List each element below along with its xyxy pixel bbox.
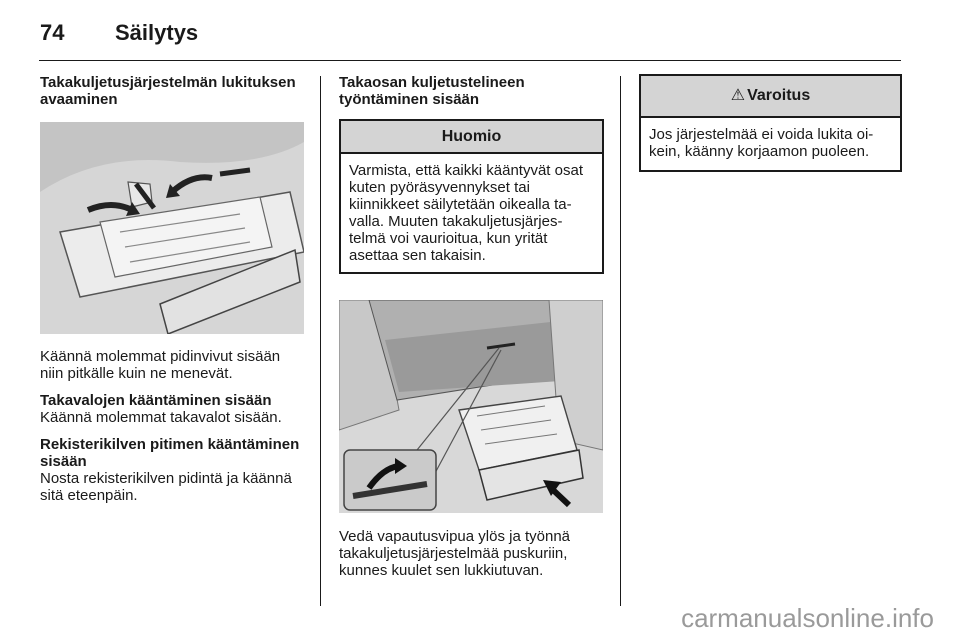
warning-body: Jos järjestelmää ei voida lukita oikein, käänny korjaamon puoleen. (649, 126, 874, 160)
warning-title: Varoitus (747, 87, 811, 104)
taillights-text: Käännä molemmat takavalot sisään. (40, 409, 282, 426)
left-column-text (40, 348, 304, 504)
middle-column (339, 74, 603, 108)
warning-triangle-icon: ⚠ (730, 87, 746, 104)
push-carrier-drawing (339, 300, 603, 513)
warning-box (639, 74, 902, 172)
section-heading-push-in: Takaosan kuljetustelineen työntäminen sisään (339, 74, 525, 108)
plate-holder-text: Nosta rekisterikilven pidintä ja käännä sitä eteenpäin. (40, 470, 292, 504)
page-number: 74 (40, 20, 65, 45)
watermark: carmanualsonline.info (681, 603, 934, 633)
illustration-hitch-levers (40, 122, 304, 334)
notice-box (339, 119, 604, 274)
subheading-taillights: Takavalojen kääntäminen sisään (40, 392, 272, 409)
left-column (40, 74, 304, 108)
subheading-plate-holder: Rekisterikilven pitimen kääntäminen sisään (40, 436, 300, 470)
step-text-levers: Käännä molemmat pidinvivut sisään niin pitkälle kuin ne menevät. (40, 348, 281, 382)
column-divider-2 (620, 76, 621, 606)
page-title: Säilytys (115, 20, 199, 45)
hitch-levers-drawing (40, 122, 304, 334)
illustration-push-carrier (339, 300, 603, 513)
column-divider-1 (320, 76, 321, 606)
warning-header (641, 76, 900, 118)
middle-column-text (339, 528, 603, 579)
section-heading-unlock: Takakuljetusjärjestelmän lukituksen avaaminen (40, 74, 296, 108)
notice-body: Varmista, että kaikki kääntyvät osat kuten pyöräsyvennykset tai kiinnikkeet säilytetään oikealla tavalla. Muuten takakuljetusjärjestelmä voi vaurioitua, kun yrität asettaa sen takaisin. (349, 162, 583, 264)
page-header (39, 16, 901, 61)
push-in-step-text: Vedä vapautusvipua ylös ja työnnä takakuljetusjärjestelmää puskuriin, kunnes kuulet sen lukkiutuvan. (339, 528, 570, 579)
notice-title: Huomio (341, 121, 602, 154)
